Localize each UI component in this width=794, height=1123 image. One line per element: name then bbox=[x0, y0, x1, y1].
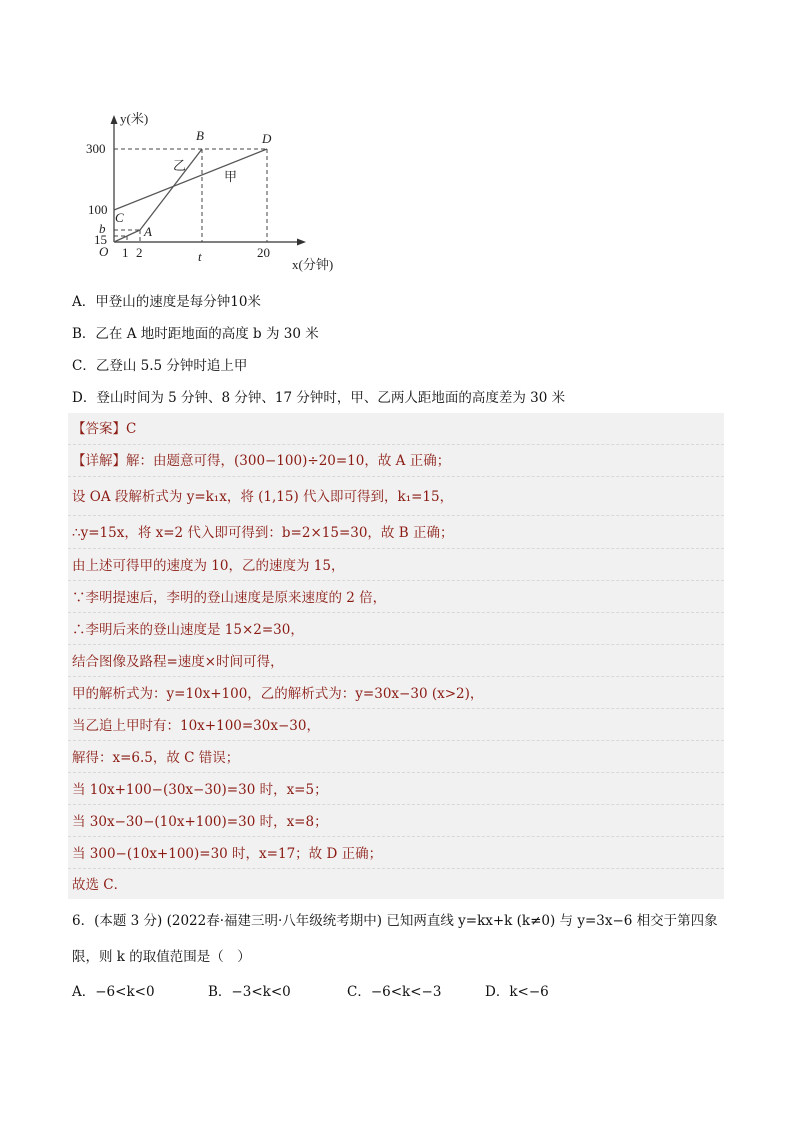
y-tick-300: 300 bbox=[86, 141, 106, 156]
point-c-label: C bbox=[115, 210, 124, 225]
answer-line: 结合图像及路程=速度×时间可得， bbox=[72, 654, 284, 670]
line-yi bbox=[114, 149, 202, 242]
option-d: D．登山时间为 5 分钟、8 分钟、17 分钟时，甲、乙两人距地面的高度差为 30 米 bbox=[72, 390, 566, 406]
x-tick-1: 1 bbox=[122, 245, 129, 260]
y-axis-label: y(米) bbox=[120, 111, 149, 126]
answer-line: 当 10x+100−(30x−30)=30 时，x=5； bbox=[72, 782, 328, 798]
answer-line: 故选 C． bbox=[72, 877, 128, 893]
line-jia bbox=[114, 149, 267, 210]
answer-separator bbox=[68, 580, 724, 581]
answer-separator bbox=[68, 612, 724, 613]
line-label-yi: 乙 bbox=[173, 158, 187, 173]
y-tick-100: 100 bbox=[88, 202, 108, 217]
option-a: A．甲登山的速度是每分钟10米 bbox=[72, 294, 261, 310]
distance-time-graph bbox=[84, 104, 374, 284]
answer-separator bbox=[68, 740, 724, 741]
graph-svg bbox=[84, 104, 374, 284]
y-tick-b: b bbox=[99, 221, 106, 236]
answer-separator bbox=[68, 836, 724, 837]
x-axis-label: x(分钟) bbox=[292, 257, 334, 272]
y-axis-arrow bbox=[111, 115, 118, 124]
line-label-jia: 甲 bbox=[224, 169, 238, 184]
answer-line: 当 30x−30−(10x+100)=30 时，x=8； bbox=[72, 814, 328, 830]
answer-line: 由上述可得甲的速度为 10，乙的速度为 15， bbox=[72, 558, 345, 574]
answer-line: 当乙追上甲时有：10x+100=30x−30， bbox=[72, 718, 320, 734]
option-b: B．乙在 A 地时距地面的高度 b 为 30 米 bbox=[72, 326, 319, 342]
answer-separator bbox=[68, 676, 724, 677]
q6-option-c: C．−6<k<−3 bbox=[347, 984, 442, 1000]
answer-line: 设 OA 段解析式为 y=k₁x，将 (1,15) 代入即可得到，k₁=15， bbox=[72, 489, 454, 505]
x-tick-t: t bbox=[198, 249, 202, 264]
question-6-stem: 6．(本题 3 分) (2022春·福建三明·八年级统考期中) 已知两直线 y=kx+k (k≠0) 与 y=3x−6 相交于第四象 bbox=[72, 913, 718, 929]
answer-separator bbox=[68, 708, 724, 709]
answer-separator bbox=[68, 444, 724, 445]
x-axis-arrow bbox=[297, 239, 306, 246]
answer-separator bbox=[68, 476, 724, 477]
point-d-label: D bbox=[262, 131, 272, 146]
answer-separator bbox=[68, 868, 724, 869]
answer-separator bbox=[68, 772, 724, 773]
point-b-label: B bbox=[196, 128, 204, 143]
option-c: C．乙登山 5.5 分钟时追上甲 bbox=[72, 358, 248, 374]
x-tick-2: 2 bbox=[136, 245, 143, 260]
answer-separator bbox=[68, 548, 724, 549]
question-6-stem-cont: 限，则 k 的取值范围是（ ） bbox=[72, 949, 251, 965]
point-a-label: A bbox=[144, 224, 152, 239]
answer-line: 甲的解析式为：y=10x+100，乙的解析式为：y=30x−30 (x>2)， bbox=[72, 686, 484, 702]
answer-separator bbox=[68, 804, 724, 805]
y-tick-15: 15 bbox=[94, 232, 107, 247]
answer-line: ∵李明提速后，李明的登山速度是原来速度的 2 倍， bbox=[72, 590, 387, 606]
answer-line: 解得：x=6.5，故 C 错误； bbox=[72, 750, 240, 766]
answer-line: 【答案】C bbox=[72, 421, 137, 437]
q6-option-b: B．−3<k<0 bbox=[208, 984, 291, 1000]
origin-label: O bbox=[99, 244, 109, 259]
q6-option-a: A．−6<k<0 bbox=[72, 984, 155, 1000]
x-tick-20: 20 bbox=[257, 245, 270, 260]
answer-line: ∴y=15x，将 x=2 代入即可得到：b=2×15=30，故 B 正确； bbox=[72, 525, 454, 541]
answer-line: 【详解】解：由题意可得，(300−100)÷20=10，故 A 正确； bbox=[72, 453, 451, 469]
answer-separator bbox=[68, 644, 724, 645]
answer-separator bbox=[68, 515, 724, 516]
q6-option-d: D．k<−6 bbox=[485, 984, 549, 1000]
answer-line: 当 300−(10x+100)=30 时，x=17；故 D 正确； bbox=[72, 846, 383, 862]
answer-line: ∴李明后来的登山速度是 15×2=30， bbox=[72, 622, 304, 638]
